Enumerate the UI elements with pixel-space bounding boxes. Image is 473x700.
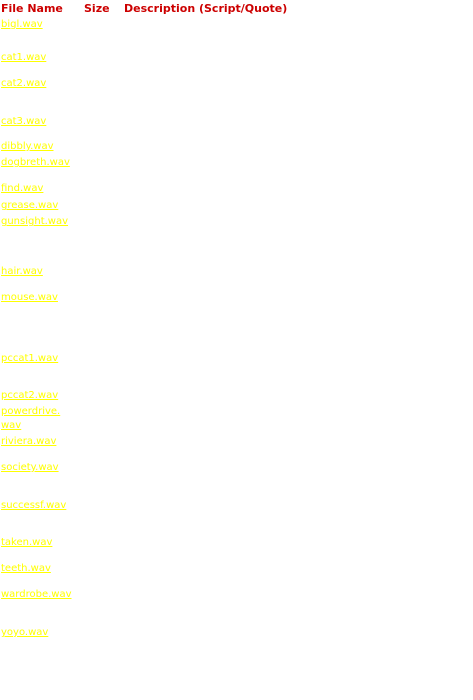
file-link-cat3[interactable]: cat3.wav: [1, 116, 47, 127]
header-size: Size: [84, 2, 110, 15]
file-link-grease[interactable]: grease.wav: [1, 200, 59, 211]
file-link-yoyo[interactable]: yoyo.wav: [1, 627, 49, 638]
header-description: Description (Script/Quote): [124, 2, 288, 15]
file-link-dibbly[interactable]: dibbly.wav: [1, 141, 54, 152]
file-link-successf[interactable]: successf.wav: [1, 500, 67, 511]
file-link-teeth[interactable]: teeth.wav: [1, 563, 51, 574]
header-file-name: File Name: [1, 2, 63, 15]
file-link-taken[interactable]: taken.wav: [1, 537, 53, 548]
file-link-powerdrive[interactable]: powerdrive.wav: [1, 406, 61, 431]
file-link-cat2[interactable]: cat2.wav: [1, 78, 47, 89]
file-link-hair[interactable]: hair.wav: [1, 266, 43, 277]
file-link-cat1[interactable]: cat1.wav: [1, 52, 47, 63]
file-link-find[interactable]: find.wav: [1, 183, 44, 194]
file-link-bigl[interactable]: bigl.wav: [1, 19, 43, 30]
file-link-riviera[interactable]: riviera.wav: [1, 436, 57, 447]
file-link-gunsight[interactable]: gunsight.wav: [1, 216, 69, 227]
file-link-pccat2[interactable]: pccat2.wav: [1, 390, 59, 401]
file-link-dogbreth[interactable]: dogbreth.wav: [1, 157, 70, 168]
file-link-wardrobe[interactable]: wardrobe.wav: [1, 589, 72, 600]
file-link-mouse[interactable]: mouse.wav: [1, 292, 58, 303]
file-link-pccat1[interactable]: pccat1.wav: [1, 353, 59, 364]
file-link-society[interactable]: society.wav: [1, 462, 59, 473]
